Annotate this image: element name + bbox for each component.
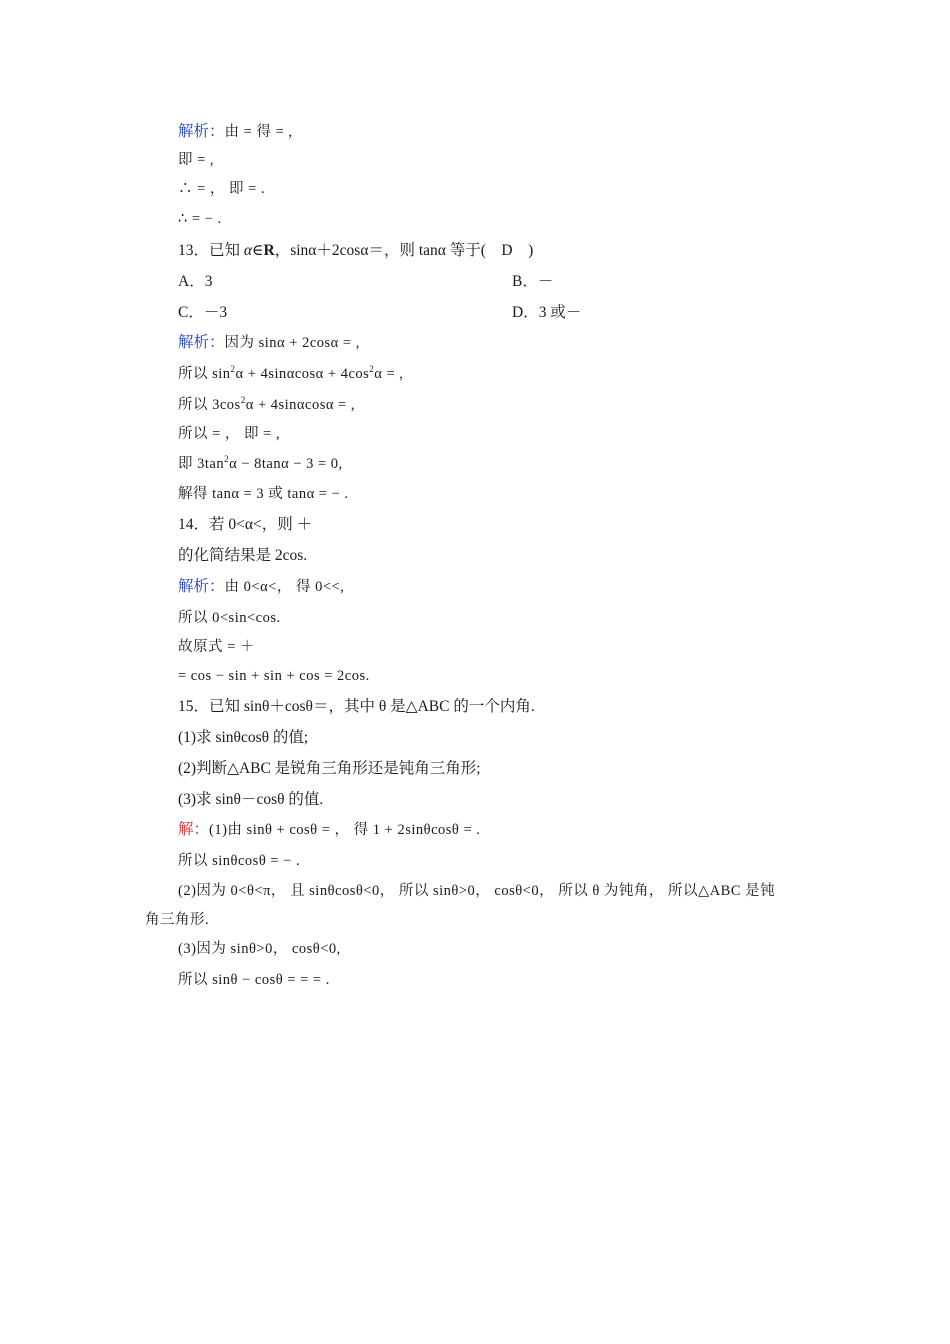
q15-solution-line-2: 所以 sinθcosθ = − . bbox=[178, 853, 301, 869]
q13-analysis-line-6: 解得 tanα = 3 或 tanα = − . bbox=[178, 486, 349, 502]
question-13: 13．已知 α∈R，sinα＋2cosα＝，则 tanα 等于( D ) bbox=[178, 242, 534, 259]
analysis-line-3: ∴ = ， 即 = . bbox=[178, 181, 266, 197]
q13-analysis-line-3: 所以 $3\cos^2\alpha + 4\sin\alpha\cos\alpha$ = , bbox=[178, 395, 355, 413]
analysis-label: 解析： bbox=[178, 334, 225, 351]
q15-solution-line-1: 解：(1)由 sinθ + cosθ = ， 得 1 + 2sinθcosθ = . bbox=[178, 821, 481, 838]
question-15-line-3: (2)判断△ABC 是锐角三角形还是钝角三角形; bbox=[178, 760, 481, 777]
analysis-line-4: ∴ = − . bbox=[178, 211, 222, 227]
question-15-line-2: (1)求 sinθcosθ 的值; bbox=[178, 729, 309, 746]
q14-analysis-line-2: 所以 0<sin<cos. bbox=[178, 610, 281, 626]
question-14-line-1: 14．若 0<α<，则 ＋ bbox=[178, 516, 313, 533]
q14-analysis-line-3: 故原式 = ＋ bbox=[178, 639, 255, 655]
q13-analysis-line-5: 即 $3\tan^2\alpha - 8\tan\alpha - 3 = 0$, bbox=[178, 454, 343, 472]
q13-option-a: A．3 bbox=[178, 273, 213, 290]
q14-analysis-line-4: = cos − sin + sin + cos = 2cos. bbox=[178, 668, 370, 684]
analysis-label: 解析： bbox=[178, 123, 225, 140]
q13-analysis-line-4: 所以 = ， 即 = , bbox=[178, 426, 281, 442]
analysis-label: 解析： bbox=[178, 578, 225, 595]
question-15-line-4: (3)求 sinθ－cosθ 的值. bbox=[178, 791, 324, 808]
q14-analysis-line-1: 解析：由 0<α<， 得 0<<, bbox=[178, 578, 345, 595]
q13-analysis-line-1: 解析：因为 sinα + 2cosα = , bbox=[178, 334, 360, 351]
q15-solution-line-5: (3)因为 sinθ>0， cosθ<0, bbox=[178, 941, 341, 957]
question-14-line-2: 的化简结果是 2cos. bbox=[178, 547, 308, 564]
q13-option-b: B．－ bbox=[512, 273, 554, 290]
solution-label: 解： bbox=[178, 821, 210, 838]
q15-solution-line-4: 角三角形. bbox=[145, 912, 210, 928]
analysis-line-1: 解析：由 = 得 = , bbox=[178, 123, 293, 140]
q15-solution-line-6: 所以 sinθ − cosθ = = = . bbox=[178, 972, 330, 988]
question-15-line-1: 15．已知 sinθ＋cosθ＝，其中 θ 是△ABC 的一个内角. bbox=[178, 698, 535, 715]
analysis-line-2: 即 = , bbox=[178, 152, 215, 168]
q15-solution-line-3: (2)因为 0<θ<π， 且 sinθcosθ<0， 所以 sinθ>0， cosθ<0， 所以 θ 为钝角， 所以△ABC 是钝 bbox=[178, 883, 776, 899]
q13-option-d: D．3 或－ bbox=[512, 304, 582, 321]
q13-option-c: C．－3 bbox=[178, 304, 228, 321]
q13-analysis-line-2: 所以 $\sin^2\alpha + 4\sin\alpha\cos\alpha + 4\cos^2\alpha$ = , bbox=[178, 364, 404, 382]
